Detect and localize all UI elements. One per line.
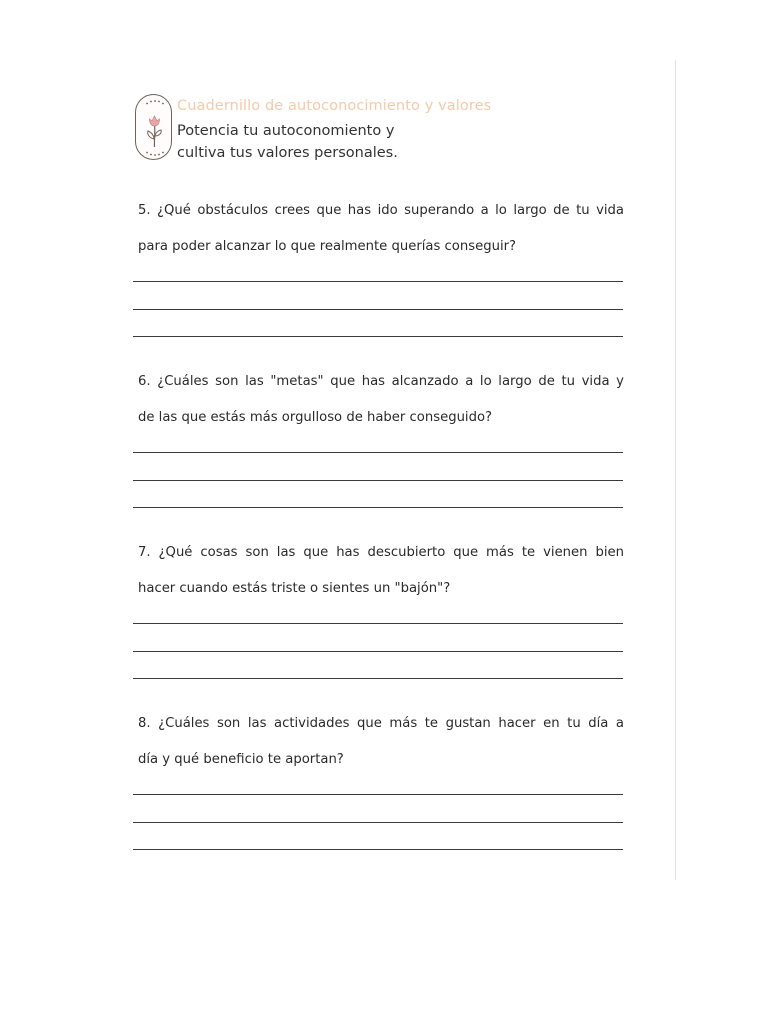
worksheet-title: Cuadernillo de autoconocimiento y valores xyxy=(177,98,492,114)
answer-line[interactable] xyxy=(133,651,623,652)
answer-line[interactable] xyxy=(133,309,623,310)
answer-line[interactable] xyxy=(133,507,623,508)
worksheet-subtitle xyxy=(177,120,398,164)
answer-line[interactable] xyxy=(133,822,623,823)
question-text: para poder alcanzar lo que realmente querías conseguir? xyxy=(138,239,517,254)
answer-line[interactable] xyxy=(133,336,623,337)
question-text: 7. ¿Qué cosas son las que has descubierto que más te vienen bien xyxy=(138,545,624,560)
worksheet-header xyxy=(133,92,533,164)
question-6 xyxy=(138,373,624,427)
question-text: 8. ¿Cuáles son las actividades que más te gustan hacer en tu día a xyxy=(138,716,624,731)
answer-line[interactable] xyxy=(133,623,623,624)
answer-line[interactable] xyxy=(133,480,623,481)
answer-line[interactable] xyxy=(133,849,623,850)
question-8 xyxy=(138,715,624,769)
subtitle-line: cultiva tus valores personales. xyxy=(177,145,398,161)
answer-line[interactable] xyxy=(133,794,623,795)
question-text: día y qué beneficio te aportan? xyxy=(138,752,344,767)
question-7 xyxy=(138,544,624,598)
answer-line[interactable] xyxy=(133,452,623,453)
question-5 xyxy=(138,202,624,256)
question-text: de las que estás más orgulloso de haber conseguido? xyxy=(138,410,493,425)
flower-badge-icon xyxy=(135,94,172,160)
question-text: 5. ¿Qué obstáculos crees que has ido superando a lo largo de tu vida xyxy=(138,203,624,218)
page-edge-divider xyxy=(675,60,676,880)
answer-line[interactable] xyxy=(133,678,623,679)
question-text: 6. ¿Cuáles son las "metas" que has alcanzado a lo largo de tu vida y xyxy=(138,374,624,389)
answer-line[interactable] xyxy=(133,281,623,282)
subtitle-line: Potencia tu autoconomiento y xyxy=(177,123,395,139)
question-text: hacer cuando estás triste o sientes un "bajón"? xyxy=(138,581,451,596)
